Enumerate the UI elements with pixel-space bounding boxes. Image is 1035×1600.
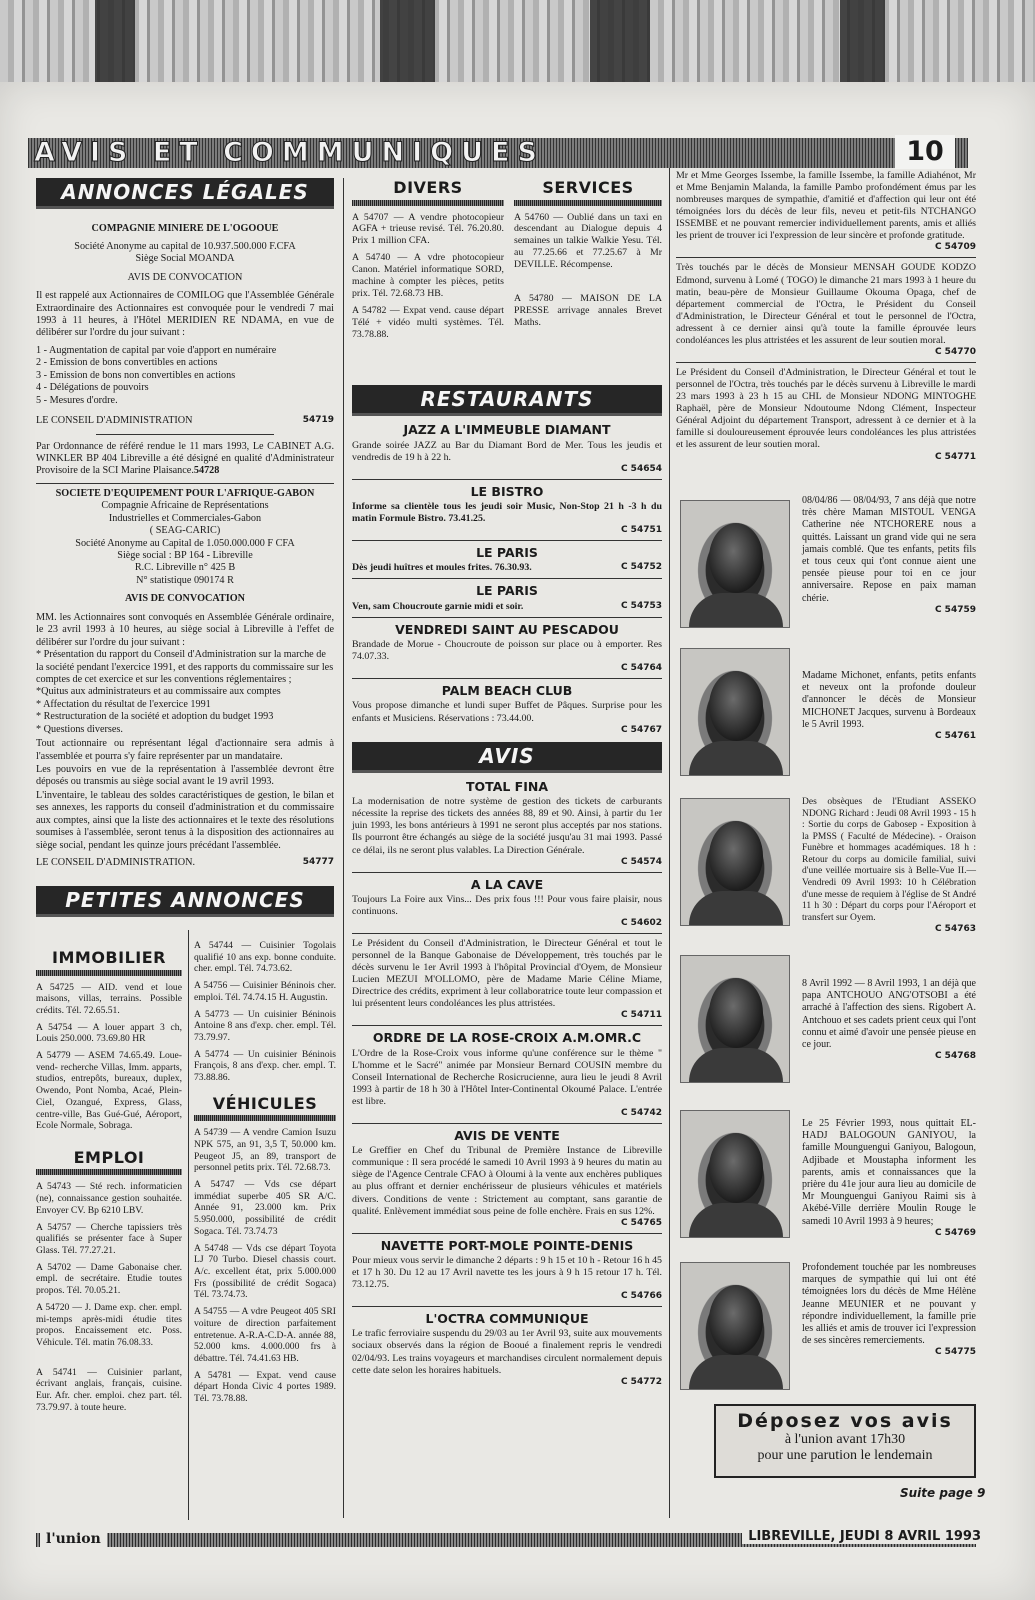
portrait-photo <box>680 1110 790 1238</box>
ad-ref: C 54752 <box>620 562 662 573</box>
avis-notice <box>352 1128 662 1229</box>
scan-shadow <box>590 0 650 90</box>
avis-notice <box>352 1238 662 1302</box>
ad-text: Vous propose dimanche et lundi super Buffet de Pâques. Surprise pour les enfants et Musiciens. Réservations : 73.44.00. <box>352 700 662 724</box>
agenda-item: 1 - Augmentation de capital par voie d'apport en numéraire <box>36 344 277 356</box>
divers-column <box>352 178 504 346</box>
page-number: 10 <box>895 135 955 169</box>
notice-text: Le Président du Conseil d'Administration, le Directeur Général et tout le personnel de la Banque Gabonaise de Développement, très touchés par le décès survenu le 1er Avril 1993 à l'hôpital Provincial d'Oyem, de Monsieur Lucien MEZUI M'OLLOMO, père de Madame Marie Céline Miame, Directrice des crédits, expriment à leur collaboratrice toute leur compassion et lui présentent leurs condoléances les plus attristées. <box>352 937 662 1010</box>
notice-title: AVIS DE VENTE <box>454 1127 560 1143</box>
avis-notice <box>352 1030 662 1119</box>
restaurant-ad <box>352 622 662 674</box>
scan-shadow <box>840 0 885 90</box>
ad-ref: C 54751 <box>620 525 662 536</box>
notice-heading: AVIS DE CONVOCATION <box>127 271 243 283</box>
ad-text: Informe sa clientèle tous les jeudi soir Music, Non-Stop 21 h -3 h du matin Formule Bistro. 73.41.25. <box>352 501 662 525</box>
ad-text: Brandade de Morue - Choucroute de poisson sur place ou à emporter. Res 74.07.33. <box>352 639 662 663</box>
company-subtitle: Compagnie Africaine de Représentations <box>101 500 269 512</box>
comilog-notice <box>36 223 334 427</box>
condolences-column <box>676 170 976 462</box>
restaurants-avis-column <box>352 385 662 1388</box>
notice-title: A LA CAVE <box>470 876 544 892</box>
classifieds-banner: PETITES ANNONCES <box>36 886 334 917</box>
avis-notice <box>352 938 662 1021</box>
restaurant-ad <box>352 484 662 536</box>
immobilier-heading: IMMOBILIER <box>52 948 166 967</box>
classified-ad: A 54781 — Expat. vend cause départ Honda Civic 4 portes 1989. Tél. 73.78.88. <box>194 1369 336 1405</box>
notice-ref: C 54711 <box>620 1010 662 1021</box>
classified-ad: A 54741 — Cuisinier parlant, écrivant anglais, français, cuisine. Eur. Afr. cher. emploi. chez part. tél. 73.79.97. à toute heure. <box>36 1366 182 1413</box>
notice-paragraph: Les pouvoirs en vue de la représentation à l'assemblée devront être déposés ou transmis au siège social avant le 19 avril 1993. <box>36 764 334 788</box>
company-stat: N° statistique 090174 R <box>136 574 234 586</box>
agenda-item: 5 - Mesures d'ordre. <box>36 394 118 406</box>
company-capital: Société Anonyme au Capital de 1.050.000.000 F CFA <box>75 537 295 549</box>
divers-heading: DIVERS <box>393 178 463 197</box>
classified-ad: A 54760 — Oublié dans un taxi en descendant au Dialogue depuis 4 semaines un talkie Walkie Yesu. Tél. au 77.25.66 et 77.25.67 à Mr DEVILLE. Récompense. <box>514 211 662 271</box>
classified-ad: A 54779 — ASEM 74.65.49. Loue- vend- recherche Villas, Imm. apparts, studios, entrepôts, bureaux, duplex, Owendo, Pont Nomba, Acaé, Plein-Ciel, Ozangué, Express, Glass, centre-ville, Bas Gué-Gué, Aéroport, Ecole Normale, Sobraga. <box>36 1050 182 1132</box>
notice-title: ORDRE DE LA ROSE-CROIX A.M.OMR.C <box>372 1030 642 1046</box>
condolence-notice: Très touchés par le décès de Monsieur MENSAH GOUDE KODZO Edmond, survenu à Lomé ( TOGO) le dimanche 21 mars 1993 à 1 heure du matin, beau-père de Monsieur Guillaume Okouma Opaga, chef de département commercial de l'Octra, le Président du Conseil d'Administration, le Directeur Général et tout le personnel de l'Octra, adressent à ce dernier ainsi qu'à toute la famille éprouvée leurs condoléances les plus attristées et les assurent de leur soutien moral. <box>676 262 976 346</box>
classified-ad: A 54756 — Cuisinier Béninois cher. emploi. Tél. 74.74.15 H. Augustin. <box>194 980 336 1003</box>
agenda-item: * Questions diverses. <box>36 723 123 735</box>
condolence-notice: Mr et Mme Georges Issembe, la famille Issembe, la famille Adiahénot, Mr et Mme Benjamin Malanda, la famille Pambo profondément émus par les nombreuses marques de sympathie, d'amitié et d'affection qui leur ont été témoignées lors du décès de leur fils, neveu et petit-fils NTCHANGO ISSEMBE et ne pouvant remercier individuellement parents, amis et alliés les prient de trouver ici l'expression de leur sincère et profonde gratitude. <box>676 170 976 242</box>
classified-ad: A 54755 — A vdre Peugeot 405 SRI voiture de direction parfaitement entretenue. A-R.A-C.D-A. année 88, 52.000 kms. 4.000.000 frs à débattre. Tél. 74.41.63 HB. <box>194 1306 336 1364</box>
memorial-notice: Le 25 Février 1993, nous quittait EL-HADJ BALOGOUN GANIYOU, la famille Mounguengui Ganiyou, Balogoun, Adjibade et Moustapha informent les parents, amis et connaissances que la prière du 41e jour aura lieu au domicile de Mr Mounguengui Ganiyou Raimi sis à Akébé-Ville derrière Moulin Rouge le samedi 10 Avril 1993 à 9 heures; C 54769 <box>802 1118 976 1238</box>
ad-title: LE PARIS <box>476 583 538 599</box>
services-heading: SERVICES <box>542 178 634 197</box>
company-seat: Siège social : BP 164 - Libreville <box>117 550 253 562</box>
restaurant-ad <box>352 583 662 612</box>
emploi-heading: EMPLOI <box>73 1147 145 1167</box>
agenda-item: 4 - Délégations de pouvoirs <box>36 382 149 394</box>
agenda-item: 2 - Emission de bons convertibles en actions <box>36 357 218 369</box>
condolence-notice: Le Président du Conseil d'Administration, le Directeur Général et tout le personnel de l'Octra, très touchés par le décès survenu à Libreville le mardi 23 mars 1993 à 23 h 15 au CHL de Monsieur NDONG MINTOGHE Raphaël, père de Monsieur Ndoutoume Ndong Clément, Inspecteur Général Adjoint du département Transport, adressent à ce dernier et à la famille si douloureusement éprouvée leurs condoléances les plus attristées et les assurent de leur soutien moral. <box>676 366 976 451</box>
notice-title: L'OCTRA COMMUNIQUE <box>425 1311 589 1327</box>
memorial-notice: Madame Michonet, enfants, petits enfants et neveux ont la profonde douleur d'annoncer le décès de Monsieur MICHONET Jacques, survenu à Bordeaux le 5 Avril 1993. C 54761 <box>802 670 976 741</box>
notice-text: La modernisation de notre système de gestion des tickets de carburants nécessite la reprise des tickets des années 88, 89 et 90. Ainsi, à partir du 1er juin 1993, les bons antérieurs à 1991 ne seront plus acceptés par nos stations. Ils pourront être échangés au siège de la société jusqu'au 31 mai 1993. Passé ce délai, ils ne seront plus valables. La Direction Générale. <box>352 796 662 856</box>
notice-heading: AVIS DE CONVOCATION <box>125 593 245 605</box>
ad-headline: Déposez vos avis <box>737 1410 953 1432</box>
ad-title: PALM BEACH CLUB <box>441 683 573 699</box>
services-column <box>514 178 662 334</box>
ad-title: LE PARIS <box>476 545 538 561</box>
notice-paragraph: Tout actionnaire ou représentant légal d'actionnaire sera admis à l'assemblée et pourra s'y faire représenter par un mandataire. <box>36 738 334 762</box>
classified-ad: A 54743 — Sté rech. informaticien (ne), connaissance gestion souhaitée. Envoyer CV. Bp 6210 LBV. <box>36 1181 182 1216</box>
classified-ad: A 54747 — Vds cse départ immédiat superbe 405 SR A/C. Année 91, 23.000 km. Prix 5.950.000, possibilité de crédit Sogaca. Tél. 73.74.73 <box>194 1179 336 1237</box>
notice-text: Pour mieux vous servir le dimanche 2 départs : 9 h 15 et 10 h - Retour 16 h 45 et 17 h 30. Du 12 au 17 Avril navette tes les jours à 9 h 15 retour 17 h. Tél. 73.12.75. <box>352 1254 662 1291</box>
company-seat: Siège Social MOANDA <box>135 253 235 265</box>
agenda-item: * Affectation du résultat de l'exercice 1991 <box>36 698 211 710</box>
submit-notices-ad <box>714 1404 976 1478</box>
memorial-notice: 8 Avril 1992 — 8 Avril 1993, 1 an déjà que papa ANTCHOUO ANG'OTSOBI a été arraché à l'affection des siens. Rigobert A. Antchouo et ses cadets prient ceux qui l'ont connu et aimé d'avoir une pensée pieuse en ce jour. C 54768 <box>802 978 976 1062</box>
notice-text: Le trafic ferroviaire suspendu du 29/03 au 1er Avril 93, suite aux mouvements sociaux observés dans la région de Booué a finalement repris le vendredi 02/04/93. Les trains voyageurs et marchandises circulent normalement depuis cette date selon les horaires habituels. <box>352 1328 662 1376</box>
notice-text: Toujours La Foire aux Vins... Des prix fous !!! Pour vous faire plaisir, nous continuons. <box>352 893 662 917</box>
classified-ad: A 54757 — Cherche tapissiers très qualifiés se présenter face à Super Glass. Tél. 77.27.21. <box>36 1221 182 1256</box>
classified-ad: A 54773 — Un cuisinier Béninois Antoine 8 ans d'exp. cher. empl. Tél. 73.79.97. <box>194 1008 336 1043</box>
column-rule <box>669 168 670 1518</box>
notice-text: L'Ordre de la Rose-Croix vous informe qu'une conférence sur le thème " L'homme et le Sacré" animée par Monsieur Bernard COUSIN membre du Conseil International de Recherche Rosicrucienne, aura lieu le jeudi 8 Avril 1993 à partir de 18 h 30 à l'Hôtel Inter-Continental Okoumé Palace. L'entrée est libre. <box>352 1047 662 1107</box>
memorial-notice: 08/04/86 — 08/04/93, 7 ans déjà que notre très chère Maman MISTOUL VENGA Catherine née NTCHORERE nous a quittés. Laissant un grand vide qui ne sera jamais comblé. Que tes enfants, petits fils et tous ceux qui t'ont connue aient une pensée pieuse pour toi en ce jour anniversaire. Repose en paix maman chérie. C 54759 <box>802 495 976 615</box>
notice-ref: C 54766 <box>620 1291 662 1302</box>
notice-ref: C 54772 <box>620 1376 662 1387</box>
avis-banner: AVIS <box>352 742 662 773</box>
column-rule <box>343 178 344 1518</box>
agenda-item: * Restructuration de la société et adoption du budget 1993 <box>36 711 274 723</box>
notice-signature: LE CONSEIL D'ADMINISTRATION. <box>36 857 196 869</box>
ad-text: Dès jeudi huîtres et moules frites. 76.30.93. <box>352 562 532 574</box>
classified-ad: A 54720 — J. Dame exp. cher. empl. mi-temps après-midi étudie tites propos. Encaissement etc. Poss. Véhicule. Tél. matin 76.08.33. <box>36 1301 182 1348</box>
ad-title: VENDREDI SAINT AU PESCADOU <box>395 621 619 637</box>
restaurant-ad <box>352 545 662 574</box>
memorial-notice: Profondement touchée par les nombreuses marques de sympathie qui lui ont été témoignées lors du décès de Mme Hélène Jeanne MEUNIER et ne pouvant y répondre individuellement, la famille prie les alliés et amis de trouver ici l'expression de ses sincères remerciements. C 54775 <box>802 1262 976 1358</box>
portrait-photo <box>680 500 790 628</box>
notice-ref: C 54574 <box>620 856 662 867</box>
notice-ref: C 54765 <box>620 1217 662 1228</box>
classifieds-left-column <box>36 948 182 1418</box>
notice-intro: Il est rappelé aux Actionnaires de COMILOG que l'Assemblée Générale Extraordinaire des Actionnaires est convoquée pour le vendredi 7 mai 1993 à 11 heures, à l'Hôtel MERIDIEN RE NDAMA, en vue de délibérer sur l'ordre du jour suivant : <box>36 290 334 339</box>
winkler-notice: Par Ordonnance de référé rendue le 11 mars 1993, Le CABINET A.G. WINKLER BP 404 Libreville a été désigné en qualité d'Administrateur Provisoire de la SCI Marine Plaisance.54728 <box>36 440 334 477</box>
scan-shadow <box>380 0 435 90</box>
notice-signature: LE CONSEIL D'ADMINISTRATION <box>36 415 193 427</box>
section-title: AVIS ET COMMUNIQUES <box>34 137 545 168</box>
classifieds-right-column <box>194 940 336 1410</box>
ad-text: Ven, sam Choucroute garnie midi et soir. <box>352 600 524 612</box>
notice-title: NAVETTE PORT-MOLE POINTE-DENIS <box>380 1237 634 1253</box>
notice-ref: C 54771 <box>934 451 976 462</box>
portrait-photo <box>680 1262 790 1390</box>
restaurant-ad <box>352 683 662 735</box>
legal-notices-column <box>36 178 334 923</box>
ad-ref: C 54764 <box>620 663 662 674</box>
classified-ad: A 54774 — Un cuisinier Béninois François, 8 ans d'exp. cher. empl. T. 73.88.86. <box>194 1048 336 1084</box>
classified-ad: A 54702 — Dame Gabonaise cher. empl. de secrétaire. Etudie toutes propos. Tél. 70.05.21. <box>36 1261 182 1297</box>
continued-on-page: Suite page 9 <box>900 1486 986 1500</box>
portrait-photo <box>680 955 790 1083</box>
notice-ref: 54777 <box>302 857 334 868</box>
company-name: COMPAGNIE MINIERE DE L'OGOOUE <box>91 223 279 235</box>
notice-ref: C 54709 <box>934 242 976 253</box>
restaurants-banner: RESTAURANTS <box>352 385 662 416</box>
classified-ad: A 54748 — Vds cse départ Toyota LJ 70 Turbo. Diesel chassis court. A/c. excellent état, prix 5.000.000 Frs (possibilité de crédit Sogaca) Tél. 73.74.73. <box>194 1242 336 1301</box>
notice-text: Le Greffier en Chef du Tribunal de Première Instance de Libreville communique : Il sera procédé le samedi 10 Avril 1993 à 9 heures du matin au siège de l'Agence Centrale CFAO à Oloumi à la vente aux enchères publiques au plus offrant et dernier enchérisseur de plusieurs véhicules et matériels divers. Conditions de vente : Strictement au comptant, sans garantie de qualité. Enlèvement immédiat sous peine de folle enchère. Frais en sus 12%. <box>352 1145 662 1217</box>
notice-ref: 54719 <box>302 415 334 426</box>
ad-ref: C 54753 <box>620 600 662 611</box>
column-rule <box>188 930 189 1520</box>
scan-shadow <box>95 0 135 90</box>
classified-ad: A 54754 — A louer appart 3 ch, Louis 250.000. 73.69.80 HR <box>36 1021 182 1045</box>
notice-title: TOTAL FINA <box>465 778 549 794</box>
ad-ref: C 54654 <box>620 463 662 474</box>
avis-notice <box>352 877 662 929</box>
agenda-item: * Présentation du rapport du Conseil d'Administration sur la marche de la société pendant l'exercice 1991, et des rapports du commissaire sur les comptes de cet exercice et sur les conventions réglementaires ; <box>36 649 334 685</box>
avis-notice <box>352 779 662 868</box>
notice-ref: C 54602 <box>620 917 662 928</box>
classified-ad: A 54744 — Cuisinier Togolais qualifié 10 ans exp. bonne conduite. cher. empl. Tél. 74.73.62. <box>194 940 336 975</box>
vehicules-heading: VÉHICULES <box>212 1093 318 1113</box>
classified-ad: A 54782 — Expat vend. cause départ Télé + vidéo multi systèmes. Tél. 73.78.88. <box>352 305 504 340</box>
portrait-photo <box>680 798 790 926</box>
ad-title: JAZZ A L'IMMEUBLE DIAMANT <box>403 422 611 438</box>
agenda-item: *Quitus aux administrateurs et au commissaire aux comptes <box>36 686 281 698</box>
ad-ref: C 54767 <box>620 724 662 735</box>
notice-intro: MM. les Actionnaires sont convoqués en Assemblée Générale ordinaire, le 23 avril 1993 à 10 heures, au siège social à Libreville à l'effet de délibérer sur l'ordre du jour suivant : <box>36 611 334 648</box>
company-subtitle: Industrielles et Commerciales-Gabon <box>108 512 262 524</box>
ad-title: LE BISTRO <box>470 483 544 499</box>
company-rc: R.C. Libreville n° 425 B <box>134 562 236 574</box>
legal-notices-banner: ANNONCES LÉGALES <box>36 178 334 209</box>
notice-ref: C 54770 <box>934 346 976 357</box>
company-subtitle: ( SEAG-CARIC) <box>149 525 221 537</box>
avis-notice <box>352 1311 662 1388</box>
memorial-notice: Des obsèques de l'Etudiant ASSEKO NDONG Richard : Jeudi 08 Avril 1993 - 15 h : Sortie du corps de Gabosep - Exposition à la PMSS ( Faculté de Médecine). - Oraison Funèbre et hommages académiques. 18 h : Retour du corps au domicile familial, suivi d'une veillée mortuaire sis à Belle-Vue II.— Vendredi 09 Avril 1993: 10 h Célébration d'une messe de requiem à l'église de St André 11 h 30 : Départ du corps pour l'Aéroport et transfert sur Oyem. C 54763 <box>802 797 976 935</box>
portrait-photo <box>680 648 790 776</box>
ad-text: Grande soirée JAZZ au Bar du Diamant Bord de Mer. Tous les jeudis et vendredis de 19 h à 22 h. <box>352 439 662 463</box>
ad-line: à l'union avant 17h30 <box>784 1432 906 1447</box>
classified-ad: A 54740 — A vdre photocopieur Canon. Matériel informatique SORD, machine à compter les pièces, petits prix. Tél. 72.68.73 HB. <box>352 252 504 300</box>
newspaper-logo: l'union <box>40 1531 107 1547</box>
notice-ref: C 54742 <box>620 1108 662 1118</box>
company-name: SOCIETE D'EQUIPEMENT POUR L'AFRIQUE-GABON <box>55 487 315 499</box>
classified-ad: A 54780 — MAISON DE LA PRESSE arrivage annales Brevet Maths. <box>514 293 662 329</box>
notice-paragraph: L'inventaire, le tableau des soldes caractéristiques de gestion, le bilan et ses annexes, les rapports du conseil d'administration et du commissaire aux comptes, ainsi que la liste des actionnaires et le texte des résolutions soumises à l'assemblée, seront tenus à la disposition des actionnaires au siège social, pendant les quinze jours précédant l'assemblée. <box>36 789 334 851</box>
issue-date: LIBREVILLE, JEUDI 8 AVRIL 1993 <box>742 1529 987 1544</box>
classified-ad: A 54725 — AID. vend et loue maisons, villas, terrains. Possible crédits. Tél. 72.65.51. <box>36 981 182 1016</box>
restaurant-ad <box>352 422 662 474</box>
ad-line: pour une parution le lendemain <box>757 1448 933 1463</box>
agenda-item: 3 - Emission de bons non convertibles en actions <box>36 369 236 381</box>
classified-ad: A 54707 — A vendre photocopieur AGFA + trieuse revisé. Tél. 76.20.80. Prix 1 million CFA. <box>352 211 504 247</box>
classified-ad: A 54739 — A vendre Camion Isuzu NPK 575, an 91, 3,5 T, 50.000 km. Peugeot J5, an 89, transport de personnel petits prix. Tél. 72.68.73. <box>194 1127 336 1174</box>
company-capital: Société Anonyme au capital de 10.937.500.000 F.CFA <box>74 240 296 252</box>
seag-notice <box>36 488 334 870</box>
